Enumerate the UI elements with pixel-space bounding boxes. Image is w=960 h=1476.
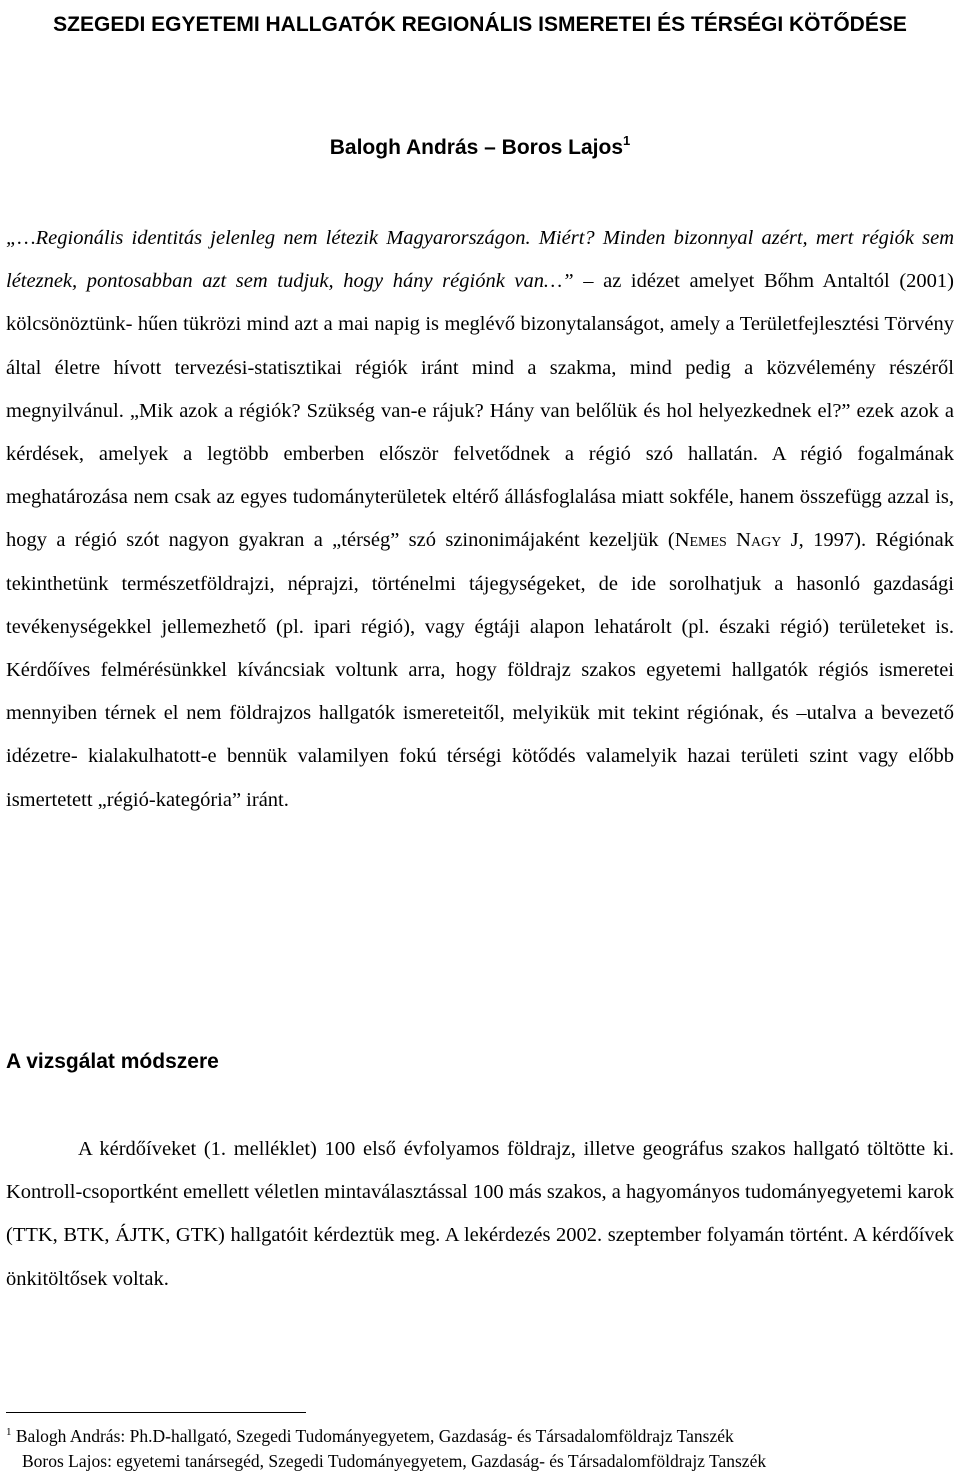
author-reference: Nemes Nagy (674, 529, 782, 552)
intro-text-part-1: – az idézet amelyet Bőhm Antaltól (2001) kölcsönöztünk- hűen tükrözi mind azt a mai napig is meglévő bizonytalanságot, amely a Területfejlesztési Törvény által életre hívott tervezési-statisztikai régiók iránt mind a szakma, mind pedig a közvélemény részéről megnyilvánul. „Mik azok a régiók? Szükség van-e rájuk? Hány van belőlük és hol helyezkednek el?” ezek azok a kérdések, amelyek a legtöbb emberben először felvetődnek a régió szó hallatán. A régió fogalmának meghatározása nem csak az egyes tudományterületek eltérő állásfoglalása miatt sokféle, hanem összefügg azzal is, hogy a régió szót nagyon gyakran a „térség” szó szinonimájaként kezeljük ( (6, 270, 954, 552)
document-page (6, 0, 954, 1476)
author-line (6, 130, 954, 166)
intro-paragraph (6, 217, 954, 822)
footnote-text-1: Balogh András: Ph.D-hallgató, Szegedi Tudományegyetem, Gazdaság- és Társadalomföldrajz Tanszék (15, 1426, 734, 1446)
author-footnote-marker: 1 (623, 133, 631, 148)
intro-text-part-2: J, 1997). Régiónak tekinthetünk természetföldrajzi, néprajzi, történelmi tájegységeket, de ide sorolhatjuk a hasonló gazdasági tevékenységekkel jellemezhető (pl. ipari régió), vagy égtáji alapon lehatárolt (pl. északi régió) területeket is. Kérdőíves felmérésünkkel kíváncsiak voltunk arra, hogy földrajz szakos egyetemi hallgatók régiós ismeretei mennyiben térnek el nem földrajzos hallgatók ismereteitől, melyikük mit tekint régiónak, és –utalva a bevezető idézetre- kialakulhatott-e bennük valamilyen fokú térségi kötődés valamelyik hazai területi szint vagy előbb ismertetett „régió-kategória” iránt. (6, 529, 955, 811)
paper-title: SZEGEDI EGYETEMI HALLGATÓK REGIONÁLIS ISMERETEI ÉS TÉRSÉGI KÖTŐDÉSE (53, 13, 907, 36)
intro-quote: „…Regionális identitás jelenleg nem létezik Magyarországon. Miért? Minden bizonnyal azért, mert régiók sem léteznek, pontosabban azt sem tudjuk, hogy hány régiónk van…” (6, 227, 954, 293)
footnote-divider (6, 1412, 306, 1413)
method-paragraph: A kérdőíveket (1. melléklet) 100 első évfolyamos földrajz, illetve geográfus szakos hallgató töltötte ki. Kontroll-csoportként emellett véletlen mintaválasztással 100 más szakos, a hagyományos tudományegyetemi karok (TTK, BTK, ÁJTK, GTK) hallgatóit kérdeztük meg. A lekérdezés 2002. szeptember folyamán történt. A kérdőívek önkitöltősek voltak. (6, 1138, 954, 1290)
author-names: Balogh András – Boros Lajos (329, 136, 624, 159)
footnote-line-1 (6, 1424, 954, 1449)
footnotes (6, 1424, 954, 1474)
footnote-line-2: Boros Lajos: egyetemi tanársegéd, Szegedi Tudományegyetem, Gazdaság- és Társadalomföldrajz Tanszék (22, 1451, 767, 1471)
footnote-marker: 1 (6, 1426, 12, 1438)
section-heading: A vizsgálat módszere (6, 1050, 219, 1073)
